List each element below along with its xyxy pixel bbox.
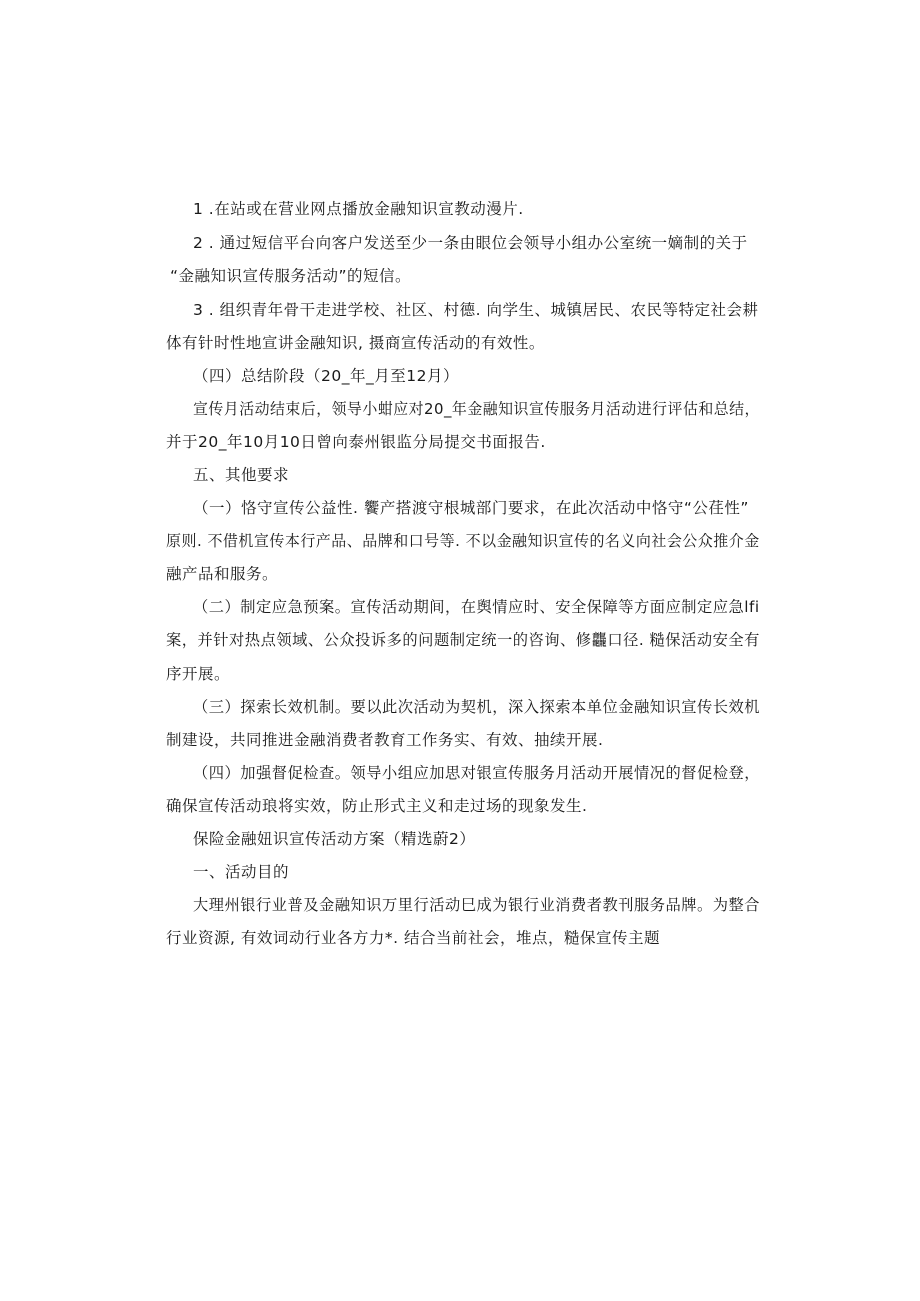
text-line: 大理州银行业普及金融知识万里行活动巳成为银行业消费者教刊服务品牌。为整合 xyxy=(193,896,761,914)
text-line: （四）加强督促检查。领导小组应加思对银宣传服务月活动开展情况的督促检登， xyxy=(193,764,761,782)
text-line: （三）探索长效机制。要以此次活动为契机，深入探索本单位金融知识宣传长效机 xyxy=(193,698,761,716)
text-line: 融产品和服务。 xyxy=(166,565,279,583)
text-line: 2 . 通过短信平台向客户发送至少一条由眼位会领导小组办公室统一嫡制的关于 xyxy=(193,234,748,252)
section-heading: 五、其他要求 xyxy=(193,466,290,484)
text-line: 行业资源, 有效词动行业各方力*. 结合当前社会，堆点，糙保宣传主题 xyxy=(166,929,660,947)
text-line: 3 . 组织青年骨干走进学校、社区、村德. 向学生、城镇居民、农民等特定社会耕 xyxy=(193,301,759,319)
text-line: 宣传月活动结束后，领导小蚶应对20_年金融知识宣传服务月活动进行评估和总结， xyxy=(193,400,760,418)
text-line: “金融知识宣传服务活动”的短信。 xyxy=(170,267,412,285)
text-line: （四）总结阶段（20_年_月至12月） xyxy=(193,367,459,385)
document-title: 保险金融妞识宣传活动方案（精选蔚2） xyxy=(193,830,476,848)
text-line: 体有针时性地宣讲金融知识, 摄商宣传活动的有效性。 xyxy=(166,334,545,352)
text-line: 案，并针对热点领域、公众投诉多的问题制定统一的咨询、修龘口径. 糙保活动安全有 xyxy=(166,631,760,649)
text-line: 确保宣传活动琅将实效，防止形式主义和走过场的现象发生. xyxy=(166,797,588,815)
text-line: 序开展。 xyxy=(166,665,231,683)
text-line: 原则. 不借机宣传本行产品、品牌和口号等. 不以金融知识宣传的名义向社会公众推介金 xyxy=(166,532,760,550)
text-line: （二）制定应急预案。宣传活动期间，在舆情应时、安全保障等方面应制定应急lfi xyxy=(193,598,760,616)
text-line: 1 .在站或在营业网点播放金融知识宣教动漫片. xyxy=(193,200,524,218)
text-line: 并于20_年10月10日曾向泰州银监分局提交书面报告. xyxy=(166,433,546,451)
text-line: 制建设，共同推进金融消费者教育工作务实、有效、抽续开展. xyxy=(166,731,604,749)
section-heading: 一、活动目的 xyxy=(193,863,290,881)
text-line: （一）恪守宣传公益性. 饗产搭渡守根城部门要求，在此次活动中恪守“公荏性” xyxy=(193,499,749,517)
